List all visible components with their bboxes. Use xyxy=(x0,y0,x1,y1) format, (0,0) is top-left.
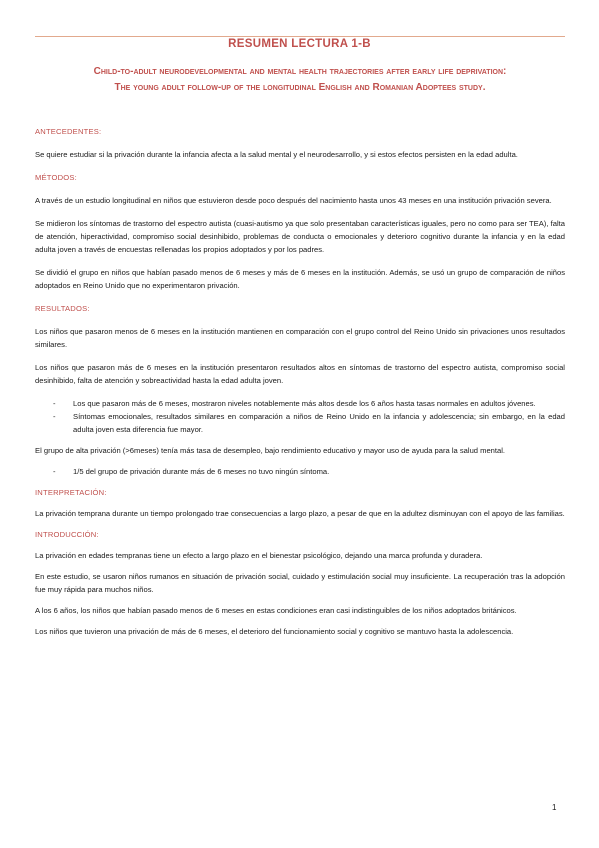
page-title: RESUMEN LECTURA 1-B xyxy=(228,38,371,50)
bullet-marker: - xyxy=(53,412,56,421)
bullet-marker: - xyxy=(53,399,56,408)
paragraph: El grupo de alta privación (>6meses) tenía más tasa de desempleo, bajo rendimiento educativo y mayor uso de ayuda para la salud mental. xyxy=(35,446,506,455)
paragraph: A través de un estudio longitudinal en niños que estuvieron desde poco después del nacimiento hasta unos 43 meses en una institución privación severa. xyxy=(35,196,552,205)
paragraph: Los niños que pasaron más de 6 meses en la institución presentaron resultados altos en síntomas de trastorno del espectro autista, compromiso social desinhibido, falta de atención y sobreactividad hasta la edad adulta joven. xyxy=(35,363,565,385)
subtitle-line-2: The young adult follow-up of the longitudinal English and Romanian Adoptees study. xyxy=(114,81,486,93)
header-rule xyxy=(35,36,565,37)
list-item-text: Síntomas emocionales, resultados similares en comparación a niños de Reino Unido en la infancia y adolescencia; sin embargo, en la edad adulta joven esta diferencia fue mayor. xyxy=(73,412,565,434)
paragraph: Se midieron los síntomas de trastorno del espectro autista (cuasi-autismo ya que solo presentaban características iguales, pero no como para ser TEA), falta de atención, hiperactividad, compromiso social desinhibido, problemas de conducta o emocionales y deterioro cognitivo durante la infancia y en la edad adulta joven a través de encuestas rellenadas los propios adoptados y por los padres. xyxy=(35,219,565,254)
paragraph: A los 6 años, los niños que habían pasado menos de 6 meses en estas condiciones eran casi indistinguibles de los niños adoptados británicos. xyxy=(35,606,517,615)
section-heading-interpretacion: INTERPRETACIÓN: xyxy=(35,488,107,497)
section-heading-introduccion: INTRODUCCIÓN: xyxy=(35,530,99,539)
list-item xyxy=(35,465,565,478)
section-heading-resultados: RESULTADOS: xyxy=(35,304,90,313)
paragraph: Los niños que tuvieron una privación de más de 6 meses, el deterioro del funcionamiento social y cognitivo se mantuvo hasta la adolescencia. xyxy=(35,627,514,636)
list-item-text: 1/5 del grupo de privación durante más de 6 meses no tuvo ningún síntoma. xyxy=(73,467,330,476)
section-heading-metodos: MÉTODOS: xyxy=(35,173,77,182)
paragraph: Se dividió el grupo en niños que habían pasado menos de 6 meses y más de 6 meses en la institución. Además, se usó un grupo de comparación de niños adoptados en Reino Unido que no experimentaron privación. xyxy=(35,268,565,290)
paragraph: Se quiere estudiar si la privación durante la infancia afecta a la salud mental y el neurodesarrollo, y si estos efectos persisten en la edad adulta. xyxy=(35,150,518,159)
list-item xyxy=(35,410,565,436)
subtitle-line-1: Child-to-adult neurodevelopmental and mental health trajectories after early life deprivation: xyxy=(93,66,507,77)
paragraph: En este estudio, se usaron niños rumanos en situación de privación social, cuidado y estimulación social muy insuficiente. La recuperación tras la adopción fue muy rápida para muchos niños. xyxy=(35,572,565,594)
list-item-text: Los que pasaron más de 6 meses, mostraron niveles notablemente más altos desde los 6 años hasta tasas normales en adultos jóvenes. xyxy=(73,399,536,408)
bullet-marker: - xyxy=(53,467,56,476)
page-number: 1 xyxy=(552,803,557,812)
list-item xyxy=(35,397,565,410)
article-subtitle xyxy=(30,64,570,95)
paragraph: La privación en edades tempranas tiene un efecto a largo plazo en el bienestar psicológico, dejando una marca profunda y duradera. xyxy=(35,551,483,560)
paragraph: La privación temprana durante un tiempo prolongado trae consecuencias a largo plazo, a pesar de que en la adultez disminuyan con el apoyo de las familias. xyxy=(35,509,565,518)
document-body xyxy=(35,125,565,638)
section-heading-antecedentes: ANTECEDENTES: xyxy=(35,127,102,136)
paragraph: Los niños que pasaron menos de 6 meses en la institución mantienen en comparación con el grupo control del Reino Unido sin privaciones unos resultados similares. xyxy=(35,327,565,349)
